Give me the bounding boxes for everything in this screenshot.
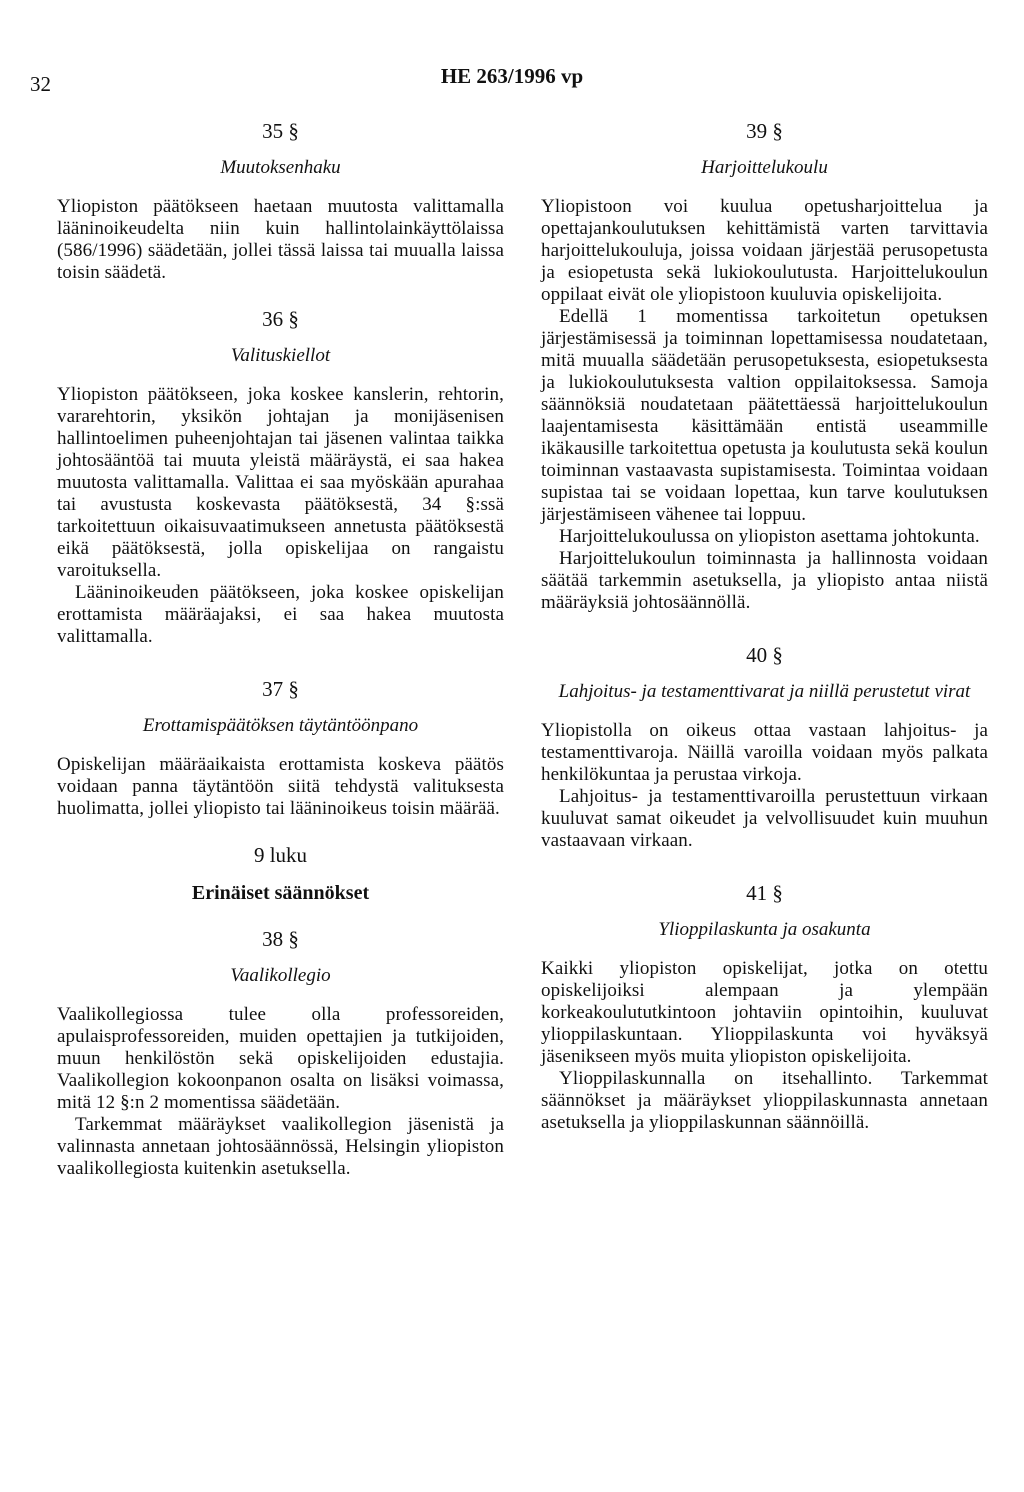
section-heading: Vaalikollegio [230,965,331,986]
paragraph: Yliopiston päätökseen, joka koskee kanslerin, rehtorin, vararehtorin, yksikön johtajan ja monijäsenisen hallintoelimen puheenjohtajan tai jäsenen valintaa taikka johtosääntöä tai muuta yleistä määräystä, ei saa hakea muutosta valittamalla. Valittaa ei saa myöskään apurahaa tai avustusta koskevasta päätöksestä, 34 §:ssä tarkoitettuun oikaisuvaatimukseen annetusta päätöksestä eikä päätöksestä, jolla opiskelijaa on rangaistu varoituksella. [57,384,504,581]
section-40 [541,642,988,852]
page-number: 32 [30,72,51,96]
paragraph: Yliopistoon voi kuulua opetusharjoittelua ja opettajankoulutuksen kehittämistä varten tarvittavia harjoittelukouluja, joissa voidaan järjestää perusopetusta ja esiopetusta sekä lukiokoulutusta. Harjoittelukoulun oppilaat eivät ole yliopistoon kuuluvia opiskelijoita. [541,196,988,305]
section-number: 38 § [262,927,299,951]
chapter-9 [57,842,504,906]
section-35 [57,118,504,284]
section-heading: Valituskiellot [230,345,331,366]
paragraph: Edellä 1 momentissa tarkoitetun opetuksen järjestämisessä ja toiminnan lopettamisessa noudatetaan, mitä muualla säädetään perusopetuksesta, esiopetuksesta ja lukiokoulutuksesta valtion oppilaitoksessa. Samoja säännöksiä noudatetaan päätettäessä harjoittelukoulun laajentamisesta käsittämään entistä useammille ikäkausille tarkoitettua opetusta ja koulutusta sekä koulun toiminnan vastaavasta supistamisesta. Toimintaa voidaan supistaa tai se voidaan lopettaa, kun tarve koulutuksen järjestämiseen vähenee tai loppuu. [541,306,988,525]
paragraph: Kaikki yliopiston opiskelijat, jotka on otettu opiskelijoiksi alempaan ja ylempään korkeakoulututkintoon johtaviin opintoihin, kuuluvat ylioppilaskuntaan. Ylioppilaskunta voi hyväksyä jäsenikseen myös muita yliopiston opiskelijoita. [541,958,988,1067]
section-heading: Lahjoitus- ja testamenttivarat ja niillä perustetut virat [558,681,971,702]
section-heading: Erottamispäätöksen täytäntöönpano [142,715,419,736]
paragraph: Yliopistolla on oikeus ottaa vastaan lahjoitus- ja testamenttivaroja. Näillä varoilla voidaan myös palkata henkilökuntaa ja perustaa virkoja. [541,720,988,785]
paragraph: Lahjoitus- ja testamenttivaroilla perustettuun virkaan kuuluvat samat oikeudet ja velvollisuudet kuin muuhun vastaavaan virkaan. [541,786,988,851]
section-number: 37 § [262,677,299,701]
section-37 [57,676,504,820]
section-36 [57,306,504,648]
right-column [541,118,988,1134]
section-number: 40 § [746,643,783,667]
paragraph: Lääninoikeuden päätökseen, joka koskee opiskelijan erottamista määräajaksi, ei saa hakea muutosta valittamalla. [57,582,504,647]
paragraph: Ylioppilaskunnalla on itsehallinto. Tarkemmat säännökset ja määräykset ylioppilaskunnasta annetaan asetuksella ja ylioppilaskunnan säännöillä. [541,1068,988,1133]
paragraph: Harjoittelukoulun toiminnasta ja hallinnosta voidaan säätää tarkemmin asetuksella, ja yliopisto antaa niistä määräyksiä johtosäännöllä. [541,548,988,613]
section-39 [541,118,988,614]
section-number: 36 § [262,307,299,331]
section-heading: Harjoittelukoulu [701,157,828,178]
section-heading: Ylioppilaskunta ja osakunta [658,919,871,940]
section-38 [57,926,504,1180]
paragraph: Tarkemmat määräykset vaalikollegion jäsenistä ja valinnasta annetaan johtosäännössä, Helsingin yliopiston vaalikollegiosta kuitenkin asetuksella. [57,1114,504,1179]
paragraph: Opiskelijan määräaikaista erottamista koskeva päätös voidaan panna täytäntöön siitä tehdystä valituksesta huolimatta, jollei yliopisto tai lääninoikeus toisin määrää. [57,754,504,819]
left-column [57,118,504,1180]
section-number: 41 § [746,881,783,905]
chapter-title: Erinäiset säännökset [191,882,370,904]
section-number: 35 § [262,119,299,143]
document-id: HE 263/1996 vp [440,64,584,88]
paragraph: Harjoittelukoulussa on yliopiston asettama johtokunta. [559,526,980,547]
paragraph: Yliopiston päätökseen haetaan muutosta valittamalla lääninoikeudelta niin kuin hallintolainkäyttölaissa (586/1996) säädetään, jollei tässä laissa tai muualla laissa toisin säädetä. [57,196,504,283]
paragraph: Vaalikollegiossa tulee olla professoreiden, apulaisprofessoreiden, muiden opettajien ja tutkijoiden, muun henkilöstön sekä opiskelijoiden edustajia. Vaalikollegion kokoonpanon osalta on lisäksi voimassa, mitä 12 §:n 2 momentissa säädetään. [57,1004,504,1113]
chapter-number: 9 luku [253,843,308,867]
section-number: 39 § [746,119,783,143]
section-41 [541,880,988,1134]
section-heading: Muutoksenhaku [220,157,341,178]
